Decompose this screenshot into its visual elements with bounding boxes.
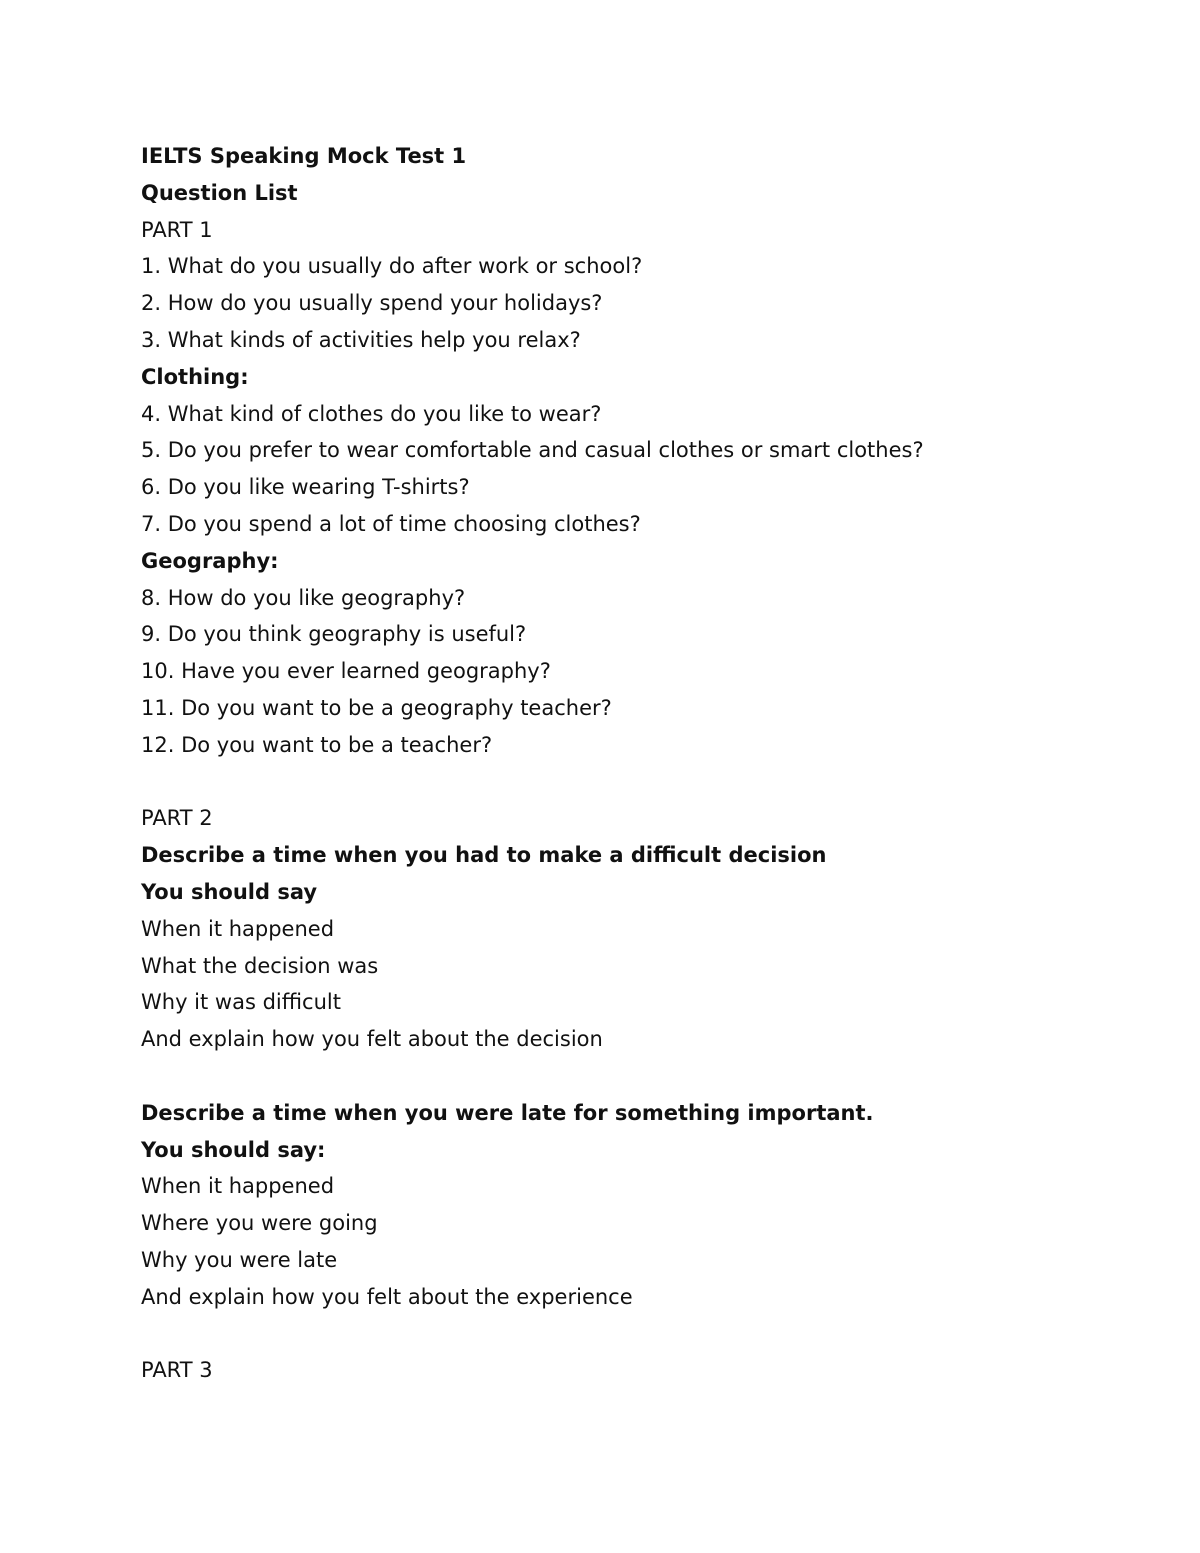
spacer xyxy=(141,764,1141,801)
cue-card-point: Why it was difficult xyxy=(141,990,341,1015)
cue-card-point: Where you were going xyxy=(141,1211,378,1236)
cue-card-point: And explain how you felt about the decision xyxy=(141,1027,603,1052)
question-item: 6. Do you like wearing T-shirts? xyxy=(141,475,470,500)
question-item: 1. What do you usually do after work or school? xyxy=(141,254,643,279)
question-item: 4. What kind of clothes do you like to wear? xyxy=(141,401,602,426)
cue-card-topic: Describe a time when you were late for something important. xyxy=(141,1100,874,1125)
geography-heading: Geography: xyxy=(141,548,279,573)
question-item: 7. Do you spend a lot of time choosing clothes? xyxy=(141,511,641,536)
cue-card-topic: Describe a time when you had to make a difficult decision xyxy=(141,843,827,868)
spacer xyxy=(141,1316,1141,1353)
spacer xyxy=(141,1058,1141,1095)
cue-card-point: And explain how you felt about the experience xyxy=(141,1284,633,1309)
cue-card-point: When it happened xyxy=(141,916,335,941)
cue-card-point: What the decision was xyxy=(141,953,379,978)
question-item: 8. How do you like geography? xyxy=(141,585,466,610)
question-item: 5. Do you prefer to wear comfortable and casual clothes or smart clothes? xyxy=(141,438,924,463)
part3-heading: PART 3 xyxy=(141,1358,213,1383)
question-item: 12. Do you want to be a teacher? xyxy=(141,732,493,757)
part1-heading: PART 1 xyxy=(141,217,213,242)
document-subtitle: Question List xyxy=(141,180,298,205)
question-item: 2. How do you usually spend your holidays? xyxy=(141,291,603,316)
cue-card-prompt: You should say xyxy=(141,879,318,904)
cue-card-prompt: You should say: xyxy=(141,1137,326,1162)
question-item: 11. Do you want to be a geography teacher? xyxy=(141,695,612,720)
document-title: IELTS Speaking Mock Test 1 xyxy=(141,144,467,168)
cue-card-point: When it happened xyxy=(141,1174,335,1199)
question-item: 9. Do you think geography is useful? xyxy=(141,622,527,647)
document-page xyxy=(141,138,1141,1389)
question-item: 10. Have you ever learned geography? xyxy=(141,659,551,684)
clothing-heading: Clothing: xyxy=(141,364,249,389)
part2-heading: PART 2 xyxy=(141,806,213,831)
cue-card-point: Why you were late xyxy=(141,1247,338,1272)
question-item: 3. What kinds of activities help you relax? xyxy=(141,327,581,352)
